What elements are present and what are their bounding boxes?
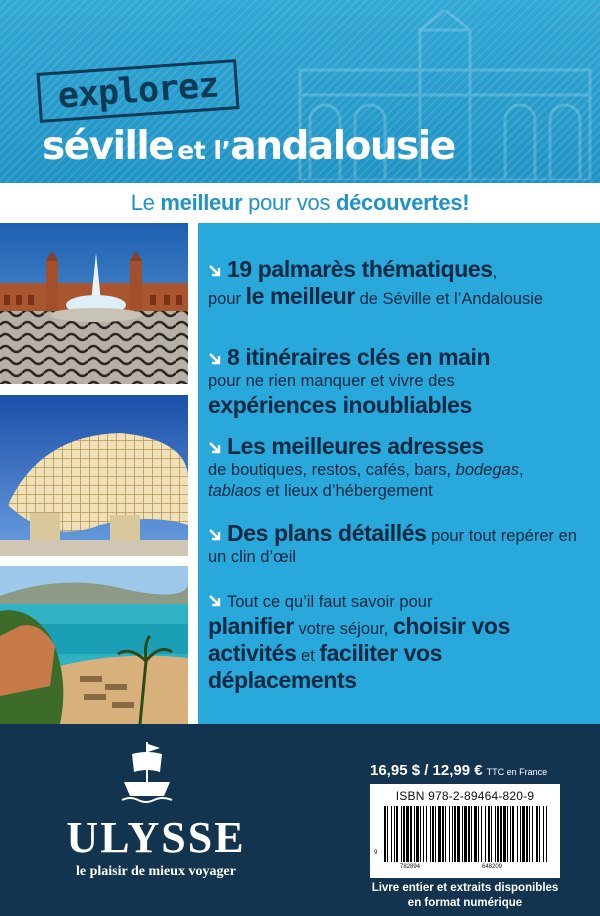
feature-3-italic-a: bodegas xyxy=(455,461,519,479)
cover-footer xyxy=(0,724,600,916)
feature-5-text-b: votre séjour, xyxy=(293,620,393,638)
barcode-right-digits: 648209 xyxy=(482,864,503,870)
feature-1-text-c: de Séville et l’Andalousie xyxy=(355,290,544,308)
title-seville: séville xyxy=(42,124,174,169)
tagline-part-3: pour vos xyxy=(242,190,336,215)
tagline-part-1: Le xyxy=(130,190,161,215)
barcode-panel xyxy=(370,784,560,878)
price-label xyxy=(370,762,547,779)
ship-logo-icon xyxy=(120,738,174,804)
feature-palmares xyxy=(208,256,588,310)
feature-planifier xyxy=(208,592,588,694)
feature-3-text-b: , xyxy=(518,461,524,479)
cover-header xyxy=(0,0,600,183)
arrow-down-right-icon xyxy=(208,441,222,455)
arrow-down-right-icon xyxy=(208,594,222,608)
feature-1-text-b: pour xyxy=(208,290,246,308)
feature-plans xyxy=(208,520,588,568)
feature-adresses xyxy=(208,433,588,502)
arrow-down-right-icon xyxy=(208,264,222,278)
feature-5-text-a: Tout ce qu’il faut savoir pour xyxy=(227,593,433,611)
plaza-espana-photo xyxy=(0,223,188,384)
andalusian-beach-photo xyxy=(0,566,188,724)
digital-availability-note xyxy=(370,881,560,911)
digital-line-1: Livre entier et extraits disponibles xyxy=(371,882,559,894)
metropol-parasol-photo xyxy=(0,395,188,556)
feature-5-bold-b: choisir vos activités xyxy=(208,613,510,666)
feature-1-text-a: , xyxy=(492,263,498,281)
feature-1-bold: le meilleur xyxy=(245,283,355,309)
publisher-logo: ULYSSE xyxy=(66,813,246,862)
tagline-part-2: meilleur xyxy=(160,190,243,215)
feature-5-text-c: et xyxy=(296,647,320,665)
feature-2-text: pour ne rien manquer et vivre des xyxy=(208,372,455,390)
title-andalousie: andalousie xyxy=(230,124,455,169)
feature-1-highlight: 19 palmarès thématiques xyxy=(227,256,493,282)
features-panel xyxy=(198,223,600,724)
isbn-text: ISBN 978-2-89464-820-9 xyxy=(395,789,535,803)
feature-3-text-a: de boutiques, restos, cafés, bars, xyxy=(208,461,456,479)
feature-3-highlight: Les meilleures adresses xyxy=(227,433,484,459)
feature-3-text-c: et lieux d’hébergement xyxy=(261,482,433,500)
barcode-image xyxy=(382,806,552,862)
price-note: TTC en France xyxy=(486,767,548,777)
book-title xyxy=(42,124,455,169)
publisher-motto: le plaisir de mieux voyager xyxy=(76,864,236,879)
series-label: explorez xyxy=(56,65,220,117)
explorez-stamp xyxy=(36,59,239,123)
feature-4-highlight: Des plans détaillés xyxy=(227,520,427,546)
feature-5-bold-a: planifier xyxy=(208,613,294,639)
arrow-down-right-icon xyxy=(208,352,222,366)
tagline xyxy=(0,183,600,223)
feature-2-highlight: 8 itinéraires clés en main xyxy=(227,344,491,370)
feature-4-text: pour tout repérer en un clin d’œil xyxy=(208,527,577,566)
digital-line-2: en format numérique xyxy=(407,897,523,909)
feature-3-italic-b: tablaos xyxy=(208,482,262,500)
feature-5-bold-c: faciliter vos déplacements xyxy=(208,640,443,693)
tagline-part-4: découvertes! xyxy=(335,190,470,215)
price-value: 16,95 $ / 12,99 € xyxy=(370,762,483,779)
title-connector: et l’ xyxy=(177,136,231,165)
barcode-left-digits: 782894 xyxy=(400,864,421,870)
feature-itineraires xyxy=(208,344,588,419)
feature-2-bold: expériences inoubliables xyxy=(208,392,472,418)
arrow-down-right-icon xyxy=(208,528,222,542)
barcode-first-digit: 9 xyxy=(374,850,378,856)
